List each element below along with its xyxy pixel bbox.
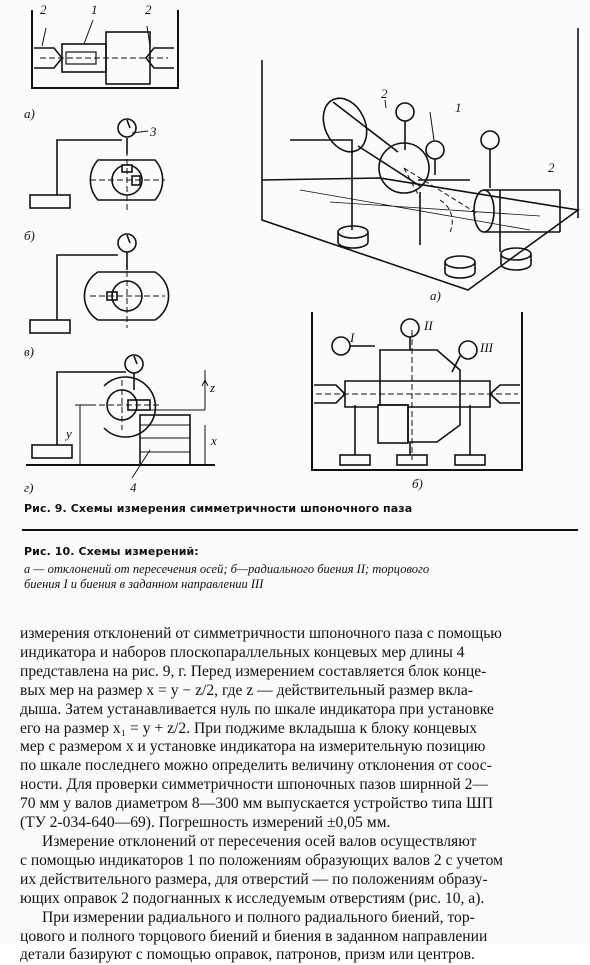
text-line: Измерение отклонений от пересечения осей валов осуществляют bbox=[42, 832, 477, 850]
text-line: их действительного размера, для отверстий — по положениям образу- bbox=[20, 870, 488, 888]
fig9-sub-b: б) bbox=[24, 228, 35, 243]
text-line: представлена на рис. 9, г. Перед измерением составляется блок конце- bbox=[20, 662, 487, 680]
fig9-label-3: 3 bbox=[150, 124, 157, 139]
text-line: (ТУ 2-034-640—69). Погрешность измерений ±0,05 мм. bbox=[20, 814, 391, 832]
fig10-label-II: II bbox=[424, 318, 433, 333]
text-line: измерения отклонений от симметричности шпоночного паза с помощью bbox=[20, 625, 502, 642]
fig9-label-z: z bbox=[210, 380, 216, 395]
text-line: по шкале последнего можно определить величину отклонения от соос- bbox=[20, 757, 492, 775]
fig9-label-2-right: 2 bbox=[145, 2, 152, 17]
fig10-sub-b: б) bbox=[412, 476, 423, 491]
fig9-label-4: 4 bbox=[130, 480, 137, 495]
figure-10-caption-line: а — отклонений от пересечения осей; б—радиального биения II; торцового bbox=[24, 562, 430, 576]
fig10-label-III: III bbox=[480, 340, 493, 355]
fig9-sub-a: а) bbox=[24, 106, 35, 121]
text-line: его на размер x₁ = y + z/2. При поджиме вкладыша к блоку концевых bbox=[20, 719, 478, 737]
text-line: ющих оправок 2 подогнанных к исследуемым отверстиям (рис. 10, а). bbox=[20, 889, 485, 907]
fig10-label-2-upper: 2 bbox=[381, 86, 388, 101]
fig9-label-1: 1 bbox=[91, 2, 98, 17]
fig10-label-1: 1 bbox=[455, 100, 462, 115]
text-line: детали базируют с помощью оправок, патронов, призм или центров. bbox=[20, 946, 475, 964]
fig9-label-x: x bbox=[211, 433, 217, 448]
fig9-sub-g: г) bbox=[24, 480, 34, 495]
text-line: 70 мм у валов диаметром 8—300 мм выпускается устройство типа ШП bbox=[20, 795, 493, 813]
text-line: вых мер на размер x = y − z/2, где z — действительный размер вкла- bbox=[20, 681, 473, 699]
figure-10-caption-line: биения I и биения в заданном направлении III bbox=[24, 577, 264, 591]
text-line: индикатора и наборов плоскопараллельных концевых мер длины 4 bbox=[20, 643, 465, 661]
figure-9-caption: Рис. 9. Схемы измерения симметричности шпоночного паза bbox=[24, 502, 413, 515]
text-line: цового и полного торцового биений и биения в заданном направлении bbox=[20, 927, 488, 945]
fig9-label-y: y bbox=[66, 426, 72, 441]
text-line: мер с размером x и установке индикатора на измерительную позицию bbox=[20, 738, 486, 756]
text-line: с помощью индикаторов 1 по положениям образующих валов 2 с учетом bbox=[20, 851, 503, 869]
text-line: дыша. Затем устанавливается нуль по шкале индикатора при установке bbox=[20, 700, 494, 718]
body-text bbox=[20, 625, 503, 965]
fig9-label-2-left: 2 bbox=[40, 2, 47, 17]
text-line: ности. Для проверки симметричности шпоночных пазов ширнной 2— bbox=[20, 776, 488, 794]
figure-10-caption-title: Рис. 10. Схемы измерений: bbox=[24, 545, 199, 558]
text-line: При измерении радиального и полного радиального биений, тор- bbox=[42, 908, 475, 926]
separator-rule bbox=[22, 529, 578, 531]
fig10-sub-a: а) bbox=[430, 288, 441, 303]
fig10-label-I: I bbox=[350, 330, 355, 345]
fig10-label-2-right: 2 bbox=[548, 160, 555, 175]
fig9-sub-v: в) bbox=[24, 344, 34, 359]
